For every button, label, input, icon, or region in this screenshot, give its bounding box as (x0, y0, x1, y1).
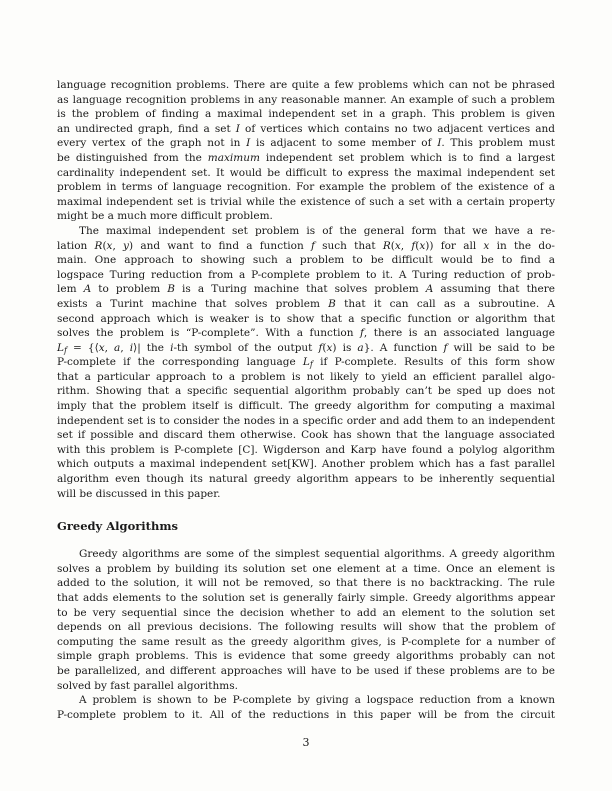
text-line: an undirected graph, find a set I of vertices which contains no two adjacent vertices and (57, 122, 555, 135)
paragraph (57, 693, 555, 722)
text-line: maximal independent set is trivial while the existence of such a set with a certain property (57, 195, 555, 208)
text-line: which outputs a maximal independent set[KW]. Another problem which has a fast parallel (57, 458, 555, 471)
paragraph (57, 224, 555, 501)
text-line: The maximal independent set problem is of the general form that we have a re- (79, 224, 555, 237)
text-line: rithm. Showing that a specific sequential algorithm probably can’t be sped up does not (57, 385, 555, 398)
text-line: P-complete if the corresponding language $L_f$ if P-complete. Results of this form show (57, 356, 555, 370)
text-line: solves a problem by building its solution set one element at a time. Once an element is (57, 562, 555, 575)
paragraph (57, 78, 555, 224)
text-line: cardinality independent set. It would be difficult to express the maximal independent set (57, 166, 555, 179)
text-line: might be a much more difficult problem. (57, 210, 273, 223)
text-line: as language recognition problems in any reasonable manner. An example of such a problem (57, 93, 555, 106)
text-line: that adds elements to the solution set is generally fairly simple. Greedy algorithms appear (57, 592, 555, 604)
text-line: with this problem is P-complete [C]. Wigderson and Karp have found a polylog algorithm (57, 443, 555, 456)
text-line: be parallelized, and different approaches will have to be used if these problems are to be (57, 664, 555, 677)
text-line: to be very sequential since the decision whether to add an element to the solution set (57, 606, 555, 619)
text-line: that a particular approach to a problem is not likely to yield an efficient parallel algo- (57, 370, 555, 383)
text-line: set if possible and discard them otherwise. Cook has shown that the language associated (57, 429, 555, 442)
text-line: P-complete problem to it. All of the reductions in this paper will be from the circuit (57, 708, 555, 721)
text-line: solves the problem is “P-complete”. With a function f, there is an associated language (57, 327, 556, 340)
text-line: logspace Turing reduction from a P-complete problem to it. A Turing reduction of prob- (57, 268, 555, 281)
text-line: lation R(x, y) and want to find a function f such that R(x, f(x)) for all x in the do- (57, 239, 555, 252)
text-line: $L_f$ = {⟨x, a, i⟩| the i-th symbol of the output f(x) is a}. A function f will be said to be (57, 341, 555, 355)
text-line: simple graph problems. This is evidence that some greedy algorithms probably can not (57, 650, 555, 663)
text-line: depends on all previous decisions. The following results will show that the problem of (57, 621, 555, 634)
text-line: language recognition problems. There are quite a few problems which can not be phrased (57, 79, 555, 91)
text-line: lem A to problem B is a Turing machine that solves problem A assuming that there (57, 283, 555, 296)
text-line: every vertex of the graph not in I is adjacent to some member of I. This problem must (57, 137, 555, 150)
paragraph (57, 547, 555, 693)
text-line: A problem is shown to be P-complete by giving a logspace reduction from a known (79, 694, 555, 707)
text-line: solved by fast parallel algorithms. (57, 679, 238, 692)
text-line: problem in terms of language recognition. For example the problem of the existence of a (57, 181, 555, 194)
page-text-block (57, 78, 555, 722)
text-line: is the problem of finding a maximal independent set in a graph. This problem is given (57, 108, 555, 121)
text-line: be distinguished from the maximum independent set problem which is to find a largest (57, 151, 556, 164)
text-line: Greedy algorithms are some of the simplest sequential algorithms. A greedy algorithm (79, 548, 555, 561)
text-line: added to the solution, it will not be removed, so that there is no backtracking. The rule (57, 577, 555, 590)
text-line: exists a Turint machine that solves problem B that it can call as a subroutine. A (57, 297, 556, 310)
text-line: imply that the problem itself is difficult. The greedy algorithm for computing a maximal (57, 400, 555, 413)
text-line: second approach which is weaker is to show that a specific function or algorithm that (57, 312, 555, 325)
text-line: main. One approach to showing such a problem to be difficult would be to find a (57, 254, 555, 267)
text-line: will be discussed in this paper. (57, 487, 221, 500)
page-number: 3 (302, 736, 310, 749)
text-line: computing the same result as the greedy algorithm gives, is P-complete for a number of (57, 635, 555, 648)
text-line: algorithm even though its natural greedy algorithm appears to be inherently sequential (57, 473, 555, 486)
section-heading: Greedy Algorithms (57, 519, 178, 534)
text-line: independent set is to consider the nodes in a specific order and add them to an independent (57, 414, 555, 427)
